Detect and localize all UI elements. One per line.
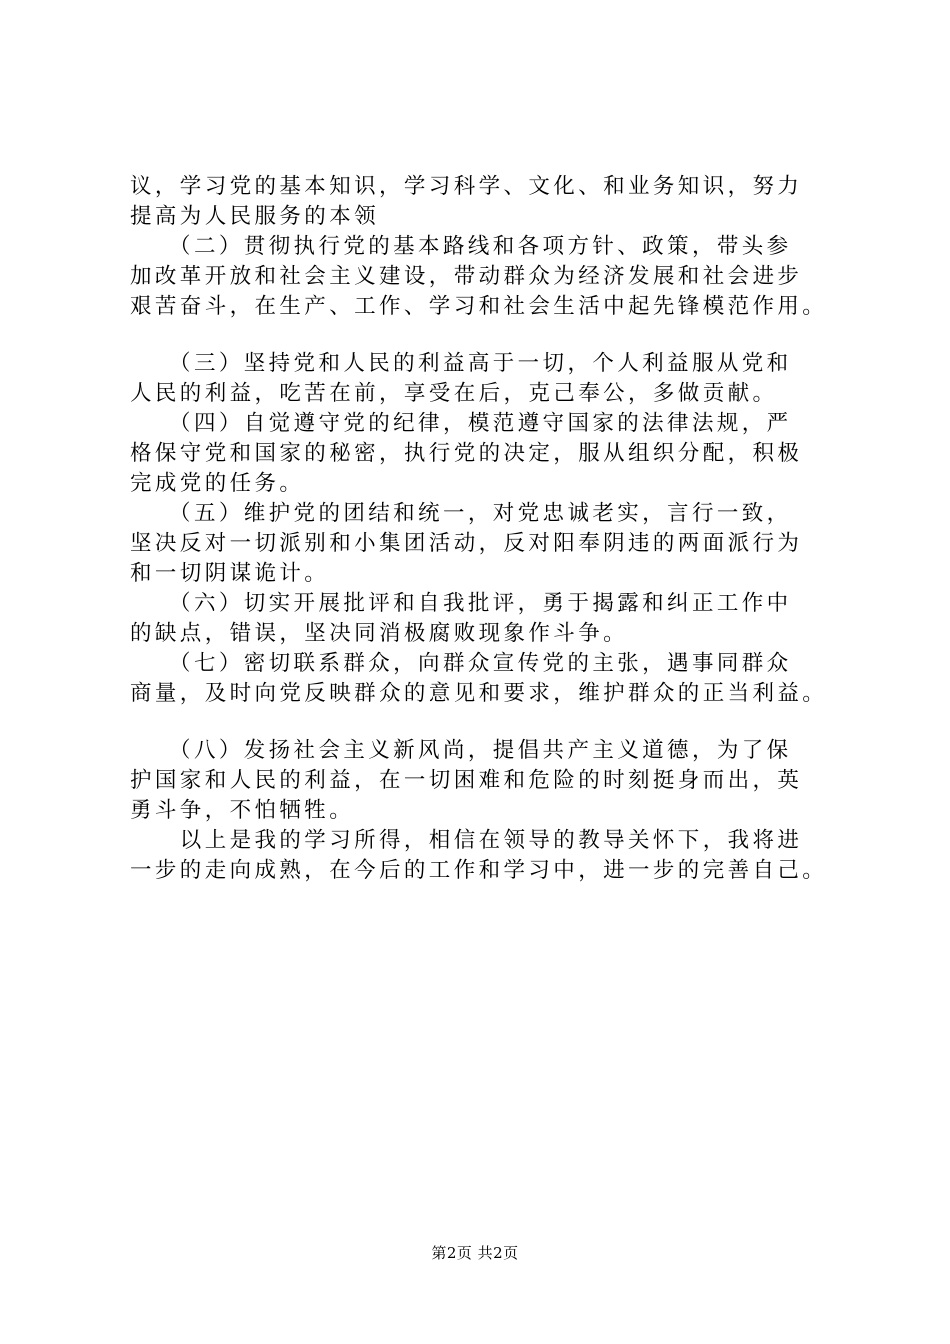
text-line: 议，学习党的基本知识，学习科学、文化、和业务知识，努力	[130, 174, 803, 199]
text-line: 格保守党和国家的秘密，执行党的决定，服从组织分配，积极	[130, 441, 803, 466]
page-number-label: 第2页 共2页	[431, 1244, 519, 1262]
text-line: （二）贯彻执行党的基本路线和各项方针、政策，带头参	[130, 234, 792, 259]
text-line: 的缺点，错误，坚决同消极腐败现象作斗争。	[130, 621, 629, 646]
text-line: 提高为人民服务的本领	[130, 204, 380, 229]
document-body	[130, 172, 830, 886]
text-line: 加改革开放和社会主义建设，带动群众为经济发展和社会进步	[130, 264, 803, 289]
text-line: 一步的走向成熟，在今后的工作和学习中，进一步的完善自己。	[130, 858, 828, 883]
text-line: 艰苦奋斗，在生产、工作、学习和社会生活中起先锋模范作用。	[130, 294, 828, 319]
text-line: 和一切阴谋诡计。	[130, 561, 330, 586]
text-line: 商量，及时向党反映群众的意见和要求，维护群众的正当利益。	[130, 681, 828, 706]
text-line: （八）发扬社会主义新风尚，提倡共产主义道德，为了保	[130, 738, 792, 763]
page-footer	[0, 1243, 950, 1263]
text-line: （五）维护党的团结和统一，对党忠诚老实，言行一致，	[130, 501, 792, 526]
text-line: 完成党的任务。	[130, 471, 305, 496]
text-line: （七）密切联系群众，向群众宣传党的主张，遇事同群众	[130, 651, 792, 676]
text-line: （四）自觉遵守党的纪律，模范遵守国家的法律法规，严	[130, 411, 792, 436]
text-line: （三）坚持党和人民的利益高于一切，个人利益服从党和	[130, 351, 792, 376]
paragraph-gap	[130, 709, 830, 736]
text-line: 人民的利益，吃苦在前，享受在后，克己奉公，多做贡献。	[130, 381, 778, 406]
text-line: 勇斗争，不怕牺牲。	[130, 798, 355, 823]
text-line: 坚决反对一切派别和小集团活动，反对阳奉阴违的两面派行为	[130, 531, 803, 556]
text-line: 以上是我的学习所得，相信在领导的教导关怀下，我将进	[130, 828, 803, 853]
paragraph-gap	[130, 322, 830, 349]
text-line: （六）切实开展批评和自我批评，勇于揭露和纠正工作中	[130, 591, 792, 616]
text-line: 护国家和人民的利益，在一切困难和危险的时刻挺身而出，英	[130, 768, 803, 793]
